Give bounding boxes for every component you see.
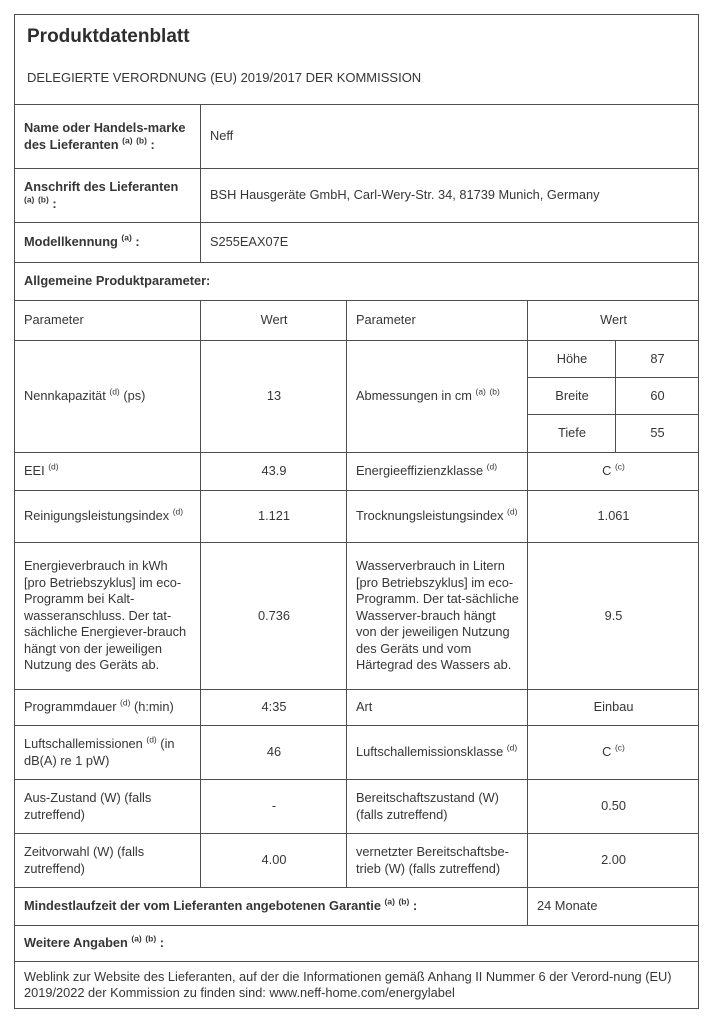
- col-header-value-right: Wert: [528, 301, 699, 341]
- product-datasheet-table: [14, 14, 699, 1009]
- supplier-name-value: Neff: [201, 105, 699, 169]
- regulation-subtitle: DELEGIERTE VERORDNUNG (EU) 2019/2017 DER KOMMISSION: [27, 69, 422, 85]
- cleaning-index-label: Reinigungsleistungsindex $^{(d)}$: [15, 491, 201, 543]
- eei-value: 43.9: [201, 453, 347, 491]
- dimension-value-tiefe: 55: [616, 415, 699, 453]
- section-title: Allgemeine Produktparameter:: [15, 263, 699, 301]
- col-header-parameter-left: Parameter: [15, 301, 201, 341]
- energy-consumption-value: 0.736: [201, 543, 347, 690]
- capacity-label: Nennkapazität $^{(d)}$ (ps): [15, 341, 201, 453]
- col-header-parameter-right: Parameter: [347, 301, 528, 341]
- noise-class-value: C $^{(c)}$: [528, 726, 699, 780]
- noise-label: Luftschallemissionen $^{(d)}$ (in dB(A) re 1 pW): [15, 726, 201, 780]
- dimension-value-breite: 60: [616, 378, 699, 415]
- noise-class-label: Luftschallemissionsklasse $^{(d)}$: [347, 726, 528, 780]
- networked-standby-label: vernetzter Bereitschaftsbe-trieb (W) (falls zutreffend): [347, 834, 528, 888]
- delay-start-value: 4.00: [201, 834, 347, 888]
- dimension-name-tiefe: Tiefe: [528, 415, 616, 453]
- type-label: Art: [347, 690, 528, 726]
- col-header-value-left: Wert: [201, 301, 347, 341]
- drying-index-label: Trocknungsleistungsindex $^{(d)}$: [347, 491, 528, 543]
- cleaning-index-value: 1.121: [201, 491, 347, 543]
- water-consumption-value: 9.5: [528, 543, 699, 690]
- additional-info-label: Weitere Angaben $^{(a)}$ $^{(b)}$ :: [15, 926, 699, 962]
- warranty-value: 24 Monate: [528, 888, 699, 926]
- capacity-value: 13: [201, 341, 347, 453]
- drying-index-value: 1.061: [528, 491, 699, 543]
- energy-class-label: Energieeffizienzklasse $^{(d)}$: [347, 453, 528, 491]
- warranty-label: Mindestlaufzeit der vom Lieferanten angebotenen Garantie $^{(a)}$ $^{(b)}$ :: [15, 888, 528, 926]
- supplier-address-label: Anschrift des Lieferanten $^{(a)}$ $^{(b)}$ :: [15, 169, 201, 223]
- dimensions-label: Abmessungen in cm $^{(a)}$ $^{(b)}$: [347, 341, 528, 453]
- standby-label: Bereitschaftszustand (W) (falls zutreffend): [347, 780, 528, 834]
- networked-standby-value: 2.00: [528, 834, 699, 888]
- model-id-value: S255EAX07E: [201, 223, 699, 263]
- noise-value: 46: [201, 726, 347, 780]
- energy-consumption-label: Energieverbrauch in kWh [pro Betriebszyklus] im eco-Programm bei Kalt-wasseranschluss. Der tat-sächliche Energiever-brauch hängt von der jeweiligen Nutzung des Geräts ab.: [15, 543, 201, 690]
- dimension-value-hoehe: 87: [616, 341, 699, 378]
- datasheet-header-cell: [15, 15, 699, 105]
- dimension-name-hoehe: Höhe: [528, 341, 616, 378]
- standby-value: 0.50: [528, 780, 699, 834]
- water-consumption-label: Wasserverbrauch in Litern [pro Betriebszyklus] im eco-Programm. Der tat-sächliche Wasserver-brauch hängt von der jeweiligen Nutzung des Geräts und vom Härtegrad des Wassers ab.: [347, 543, 528, 690]
- type-value: Einbau: [528, 690, 699, 726]
- supplier-name-label: Name oder Handels-marke des Lieferanten $^{(a)}$ $^{(b)}$ :: [15, 105, 201, 169]
- eei-label: EEI $^{(d)}$: [15, 453, 201, 491]
- program-duration-value: 4:35: [201, 690, 347, 726]
- dimension-name-breite: Breite: [528, 378, 616, 415]
- off-mode-label: Aus-Zustand (W) (falls zutreffend): [15, 780, 201, 834]
- page-title: Produktdatenblatt: [27, 26, 190, 47]
- weblink-text: Weblink zur Website des Lieferanten, auf der die Informationen gemäß Anhang II Nummer 6 der Verord-nung (EU) 2019/2022 der Kommission zu finden sind: www.neff-home.com/energylabel: [15, 962, 699, 1009]
- model-id-label: Modellkennung $^{(a)}$ :: [15, 223, 201, 263]
- supplier-address-value: BSH Hausgeräte GmbH, Carl-Wery-Str. 34, 81739 Munich, Germany: [201, 169, 699, 223]
- delay-start-label: Zeitvorwahl (W) (falls zutreffend): [15, 834, 201, 888]
- off-mode-value: -: [201, 780, 347, 834]
- energy-class-value: C $^{(c)}$: [528, 453, 699, 491]
- program-duration-label: Programmdauer $^{(d)}$ (h:min): [15, 690, 201, 726]
